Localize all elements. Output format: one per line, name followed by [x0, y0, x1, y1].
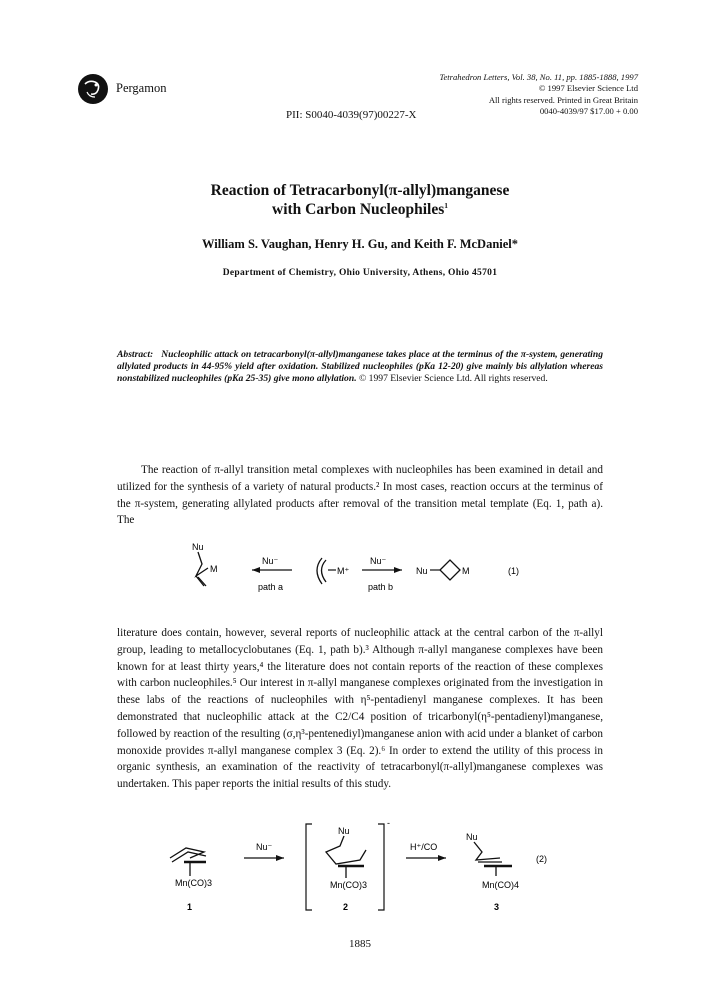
eq2-charge: - [387, 818, 390, 828]
pergamon-logo [76, 72, 110, 106]
eq1-nu-minus-a: Nu⁻ [262, 556, 279, 566]
eq2-label-1: 1 [187, 902, 193, 912]
body-paragraph-2: literature does contain, however, several reports of nucleophilic attack at the central carbon of the π-allyl group, leading to metallocyclobutanes (Eq. 1, path b).³ Although π-allyl manganese complexes have been known for at least thirty years,⁴ the literature does not contain reports of the reaction of these complexes with carbon nucleophiles.⁵ Our interest in π-allyl manganese complexes originated from the investigation in these labs of the reactions of nucleophiles with η⁵-pentadienyl manganese complexes. It has been demonstrated that nucleophilic attack at the C2/C4 position of tricarbonyl(η⁵-pentadienyl)manganese, followed by reaction of the resulting (σ,η³-pentenediyl)manganese anion with acid under a blanket of carbon monoxide provides π-allyl manganese complex 3 (Eq. 2).⁶ In order to extend the utility of this process in organic synthesis, an examination of the reactivity of tetracarbonyl(π-allyl)manganese complexes was undertaken. This paper reports the initial results of this study. [117, 627, 603, 791]
page-number: 1885 [349, 938, 371, 950]
body-paragraph-1: The reaction of π-allyl transition metal complexes with nucleophiles has been examined in detail and utilized for the synthesis of a variety of natural products.² In most cases, reaction occurs at the terminus of the π-system, generating allylated products after removal of the transition metal template (Eq. 1, path a). The [117, 464, 603, 527]
eq2-label-3: 3 [494, 902, 500, 912]
affiliation: Department of Chemistry, Ohio University, Athens, Ohio 45701 [222, 268, 498, 278]
journal-citation: Tetrahedron Letters, Vol. 38, No. 11, pp. 1885-1888, 1997 [439, 72, 638, 82]
eq2-h-co: H⁺/CO [410, 842, 438, 852]
abstract-copyright: © 1997 Elsevier Science Ltd. All rights reserved. [356, 373, 548, 385]
eq2-mnco3-1: Mn(CO)3 [175, 878, 213, 888]
title-line-2: with Carbon Nucleophiles$^1$ [272, 200, 448, 218]
eq1-path-b: path b [368, 582, 394, 592]
eq1-m-left: M [210, 564, 218, 574]
rights-line: All rights reserved. Printed in Great Britain [488, 94, 638, 105]
eq2-nu-2: Nu [338, 826, 350, 836]
eq2-mnco3-2: Mn(CO)3 [330, 880, 368, 890]
eq2-number: (2) [536, 854, 547, 864]
issn-line: 0040-4039/97 $17.00 + 0.00 [539, 106, 638, 117]
publisher-name: Pergamon [116, 81, 167, 95]
eq2-mnco4: Mn(CO)4 [482, 880, 520, 890]
title-footnote: 1 [444, 200, 448, 210]
eq1-nu-ring: Nu [416, 566, 428, 576]
pii: PII: S0040-4039(97)00227-X [286, 109, 417, 121]
eq1-m-plus: M⁺ [337, 566, 350, 576]
copyright-line: © 1997 Elsevier Science Ltd [538, 83, 638, 94]
eq2-nu-minus: Nu⁻ [256, 842, 273, 852]
authors: William S. Vaughan, Henry H. Gu, and Keith F. McDaniel* [201, 237, 519, 251]
abstract-label: Abstract: [117, 349, 154, 360]
eq1-nu-minus-b: Nu⁻ [370, 556, 387, 566]
eq2-label-2: 2 [343, 902, 349, 912]
article-title [0, 181, 720, 219]
abstract [117, 349, 603, 386]
equation-2 [160, 818, 560, 916]
journal-header [439, 72, 638, 118]
eq1-nu-label: Nu [192, 542, 204, 552]
eq1-path-a: path a [258, 582, 284, 592]
eq1-m-ring: M [462, 566, 470, 576]
abstract-text: Nucleophilic attack on tetracarbonyl(π-allyl)manganese takes place at the terminus of the π-system, generating allylated products in 44-95% yield after oxidation. Stabilized nucleophiles (pKa 12-20) give mainly bis allylation whereas nonstabilized nucleophiles (pKa 25-35) give mono allylation. [117, 349, 603, 385]
eq1-number: (1) [508, 566, 519, 576]
title-line-1: Reaction of Tetracarbonyl(π-allyl)manganese [210, 182, 510, 199]
eq2-nu-3: Nu [466, 832, 478, 842]
equation-1 [190, 540, 550, 612]
